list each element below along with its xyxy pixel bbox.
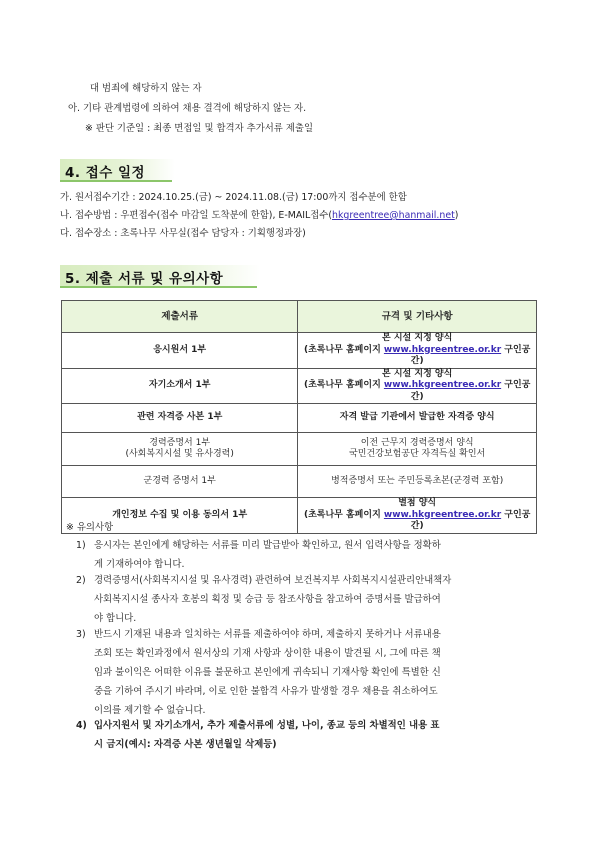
spec-text: 구인공간)	[410, 380, 531, 402]
table-row	[62, 433, 537, 466]
spec-cell	[298, 498, 537, 534]
spec-text: (초록나무 홈페이지	[303, 380, 384, 390]
header-documents: 제출서류	[62, 301, 298, 333]
doc-cell: 자기소개서 1부	[62, 368, 298, 404]
application-place: 다. 접수장소 : 초록나무 사무실(접수 담당자 : 기획행정과장)	[60, 228, 306, 239]
application-period: 가. 원서접수기간 : 2024.10.25.(금) ~ 2024.11.08.(금) 17:00까지 접수분에 한함	[60, 192, 407, 203]
note-line: 경력증명서(사회복지시설 및 유사경력) 관련하여 보건복지부 사회복지시설관리안내책자	[94, 575, 452, 586]
spec-text: (초록나무 홈페이지	[303, 344, 384, 355]
note-line: 반드시 기재된 내용과 일치하는 서류를 제출하여야 하며, 제출하지 못하거나 서류내용	[94, 629, 441, 640]
email-link[interactable]: hkgreentree@hanmail.net	[332, 210, 455, 221]
spec-line: 별첨 양식	[398, 498, 437, 508]
doc-line: (사회복지시설 및 유사경력)	[125, 449, 234, 459]
reference-date-note: ※ 판단 기준일 : 최종 면접일 및 합격자 추가서류 제출일	[85, 123, 314, 134]
spec-line: 이전 근무지 경력증명서 양식	[360, 437, 474, 448]
table-header-row	[62, 301, 537, 333]
doc-cell: 응시원서 1부	[62, 333, 298, 369]
spec-line	[300, 510, 534, 533]
table-row	[62, 333, 537, 369]
spec-cell	[298, 333, 537, 369]
homepage-link[interactable]: www.hkgreentree.or.kr	[383, 380, 502, 390]
spec-line	[300, 345, 534, 368]
section-5-title: 5. 제출 서류 및 유의사항	[65, 271, 224, 287]
note-number: 4)	[76, 720, 87, 731]
header-specs: 규격 및 기타사항	[298, 301, 537, 333]
section-4-title: 4. 접수 일정	[65, 165, 146, 181]
section-5-header	[60, 265, 260, 286]
note-line: 입사지원서 및 자기소개서, 추가 제출서류에 성별, 나이, 종교 등의 차별적인 내용 표	[94, 720, 440, 731]
qualification-line: 아. 기타 관계법령에 의하여 채용 결격에 해당하지 않는 자.	[68, 103, 307, 114]
method-text-end: )	[454, 210, 459, 221]
table-row	[62, 466, 537, 498]
table-row	[62, 404, 537, 433]
spec-line: 본 시설 지정 양식	[382, 333, 453, 343]
spec-cell	[298, 433, 537, 466]
doc-cell: 군경력 증명서 1부	[62, 466, 298, 498]
spec-cell: 병적증명서 또는 주민등록초본(군경력 포함)	[298, 466, 537, 498]
spec-line: 본 시설 지정 양식	[382, 368, 453, 379]
note-number: 2)	[76, 575, 86, 586]
section-4-header	[60, 159, 175, 180]
note-line: 응시자는 본인에게 해당하는 서류를 미리 발급받아 확인하고, 원서 입력사항을 정확하	[94, 540, 441, 551]
note-line: 야 합니다.	[94, 613, 137, 624]
method-text: 나. 접수방법 : 우편접수(접수 마감일 도착분에 한함), E-MAIL접수(	[60, 210, 332, 221]
doc-cell	[62, 433, 298, 466]
homepage-link[interactable]: www.hkgreentree.or.kr	[383, 344, 502, 355]
spec-text: 구인공간)	[410, 344, 531, 366]
homepage-link[interactable]: www.hkgreentree.or.kr	[383, 509, 502, 520]
qualification-line: 대 범죄에 해당하지 않는 자	[90, 83, 202, 94]
note-line: 시 금지(예시: 자격증 사본 생년월일 삭제등)	[94, 739, 277, 750]
application-method	[60, 209, 458, 222]
spec-text: (초록나무 홈페이지	[303, 509, 384, 520]
spec-cell: 자격 발급 기관에서 발급한 자격증 양식	[298, 404, 537, 433]
note-line: 사회복지시설 종사자 호봉의 획정 및 승급 등 참조사항을 참고하여 증명서를 발급하여	[94, 594, 441, 605]
note-number: 3)	[76, 629, 86, 640]
doc-cell: 개인정보 수집 및 이용 동의서 1부	[62, 498, 298, 534]
table-row	[62, 498, 537, 534]
note-line: 임과 불이익은 어떠한 이유를 불문하고 본인에게 귀속되니 기재사항 확인에 특별한 신	[94, 667, 441, 678]
note-number: 1)	[76, 540, 86, 551]
spec-line: 국민건강보험공단 자격득실 확인서	[349, 449, 486, 459]
spec-cell	[298, 368, 537, 404]
notes-title: ※ 유의사항	[66, 522, 114, 533]
spec-line	[300, 380, 534, 403]
note-line: 중을 기하여 주시기 바라며, 이로 인한 불합격 사유가 발생할 경우 채용을 취소하여도	[94, 686, 438, 697]
table-row	[62, 368, 537, 404]
doc-cell: 관련 자격증 사본 1부	[62, 404, 298, 433]
note-line: 이의를 제기할 수 없습니다.	[94, 705, 206, 716]
doc-line: 경력증명서 1부	[149, 437, 211, 448]
documents-table	[61, 300, 537, 534]
note-line: 조회 또는 확인과정에서 원서상의 기재 사항과 상이한 내용이 발견될 시, 그에 따른 책	[94, 648, 441, 659]
spec-text: 구인공간)	[410, 509, 531, 531]
note-line: 게 기재하여야 합니다.	[94, 559, 185, 570]
